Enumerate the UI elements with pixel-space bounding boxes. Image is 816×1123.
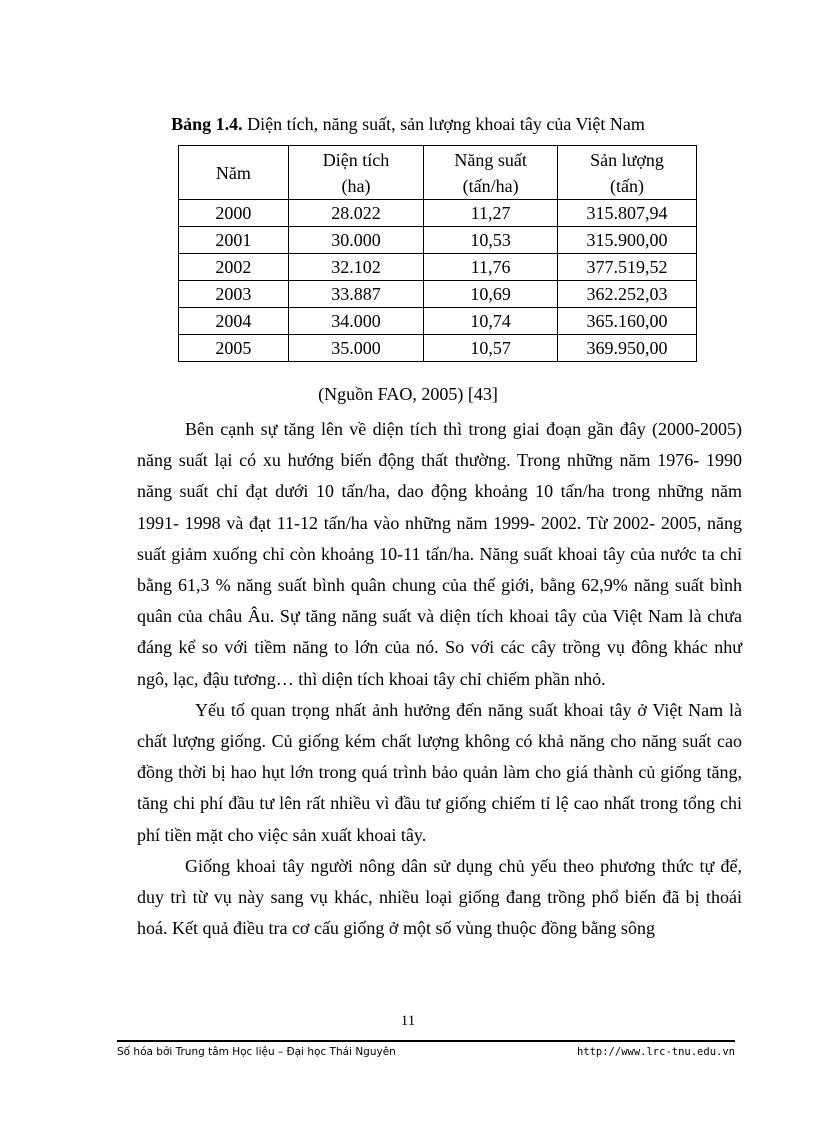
header-yield: Năng suất (tấn/ha) [424, 146, 558, 200]
cell-output: 369.950,00 [557, 335, 696, 362]
cell-area: 30.000 [288, 227, 424, 254]
table-row [179, 200, 697, 227]
cell-area: 32.102 [288, 254, 424, 281]
cell-year: 2000 [179, 200, 289, 227]
cell-year: 2002 [179, 254, 289, 281]
table-row [179, 308, 697, 335]
cell-area: 34.000 [288, 308, 424, 335]
cell-area: 35.000 [288, 335, 424, 362]
header-output: Sản lượng (tấn) [557, 146, 696, 200]
cell-yield: 10,53 [424, 227, 558, 254]
table-source: (Nguồn FAO, 2005) [43] [318, 384, 498, 404]
cell-output: 365.160,00 [557, 308, 696, 335]
table-caption [0, 114, 816, 135]
table-row [179, 281, 697, 308]
cell-output: 315.900,00 [557, 227, 696, 254]
table-row [179, 254, 697, 281]
cell-yield: 10,69 [424, 281, 558, 308]
page-number: 11 [400, 1013, 416, 1029]
cell-year: 2005 [179, 335, 289, 362]
cell-year: 2004 [179, 308, 289, 335]
header-area: Diện tích (ha) [288, 146, 424, 200]
footer-publisher: Số hóa bởi Trung tâm Học liệu – Đại học Thái Nguyên [117, 1046, 396, 1058]
table-caption-title: Diện tích, năng suất, sản lượng khoai tây của Việt Nam [242, 114, 645, 134]
table-row [179, 335, 697, 362]
footer-url: http://www.lrc-tnu.edu.vn [576, 1046, 735, 1058]
cell-yield: 10,74 [424, 308, 558, 335]
cell-area: 28.022 [288, 200, 424, 227]
body-text [137, 414, 742, 944]
cell-yield: 11,27 [424, 200, 558, 227]
cell-yield: 11,76 [424, 254, 558, 281]
potato-stats-table [178, 145, 697, 362]
cell-output: 315.807,94 [557, 200, 696, 227]
cell-year: 2003 [179, 281, 289, 308]
cell-output: 377.519,52 [557, 254, 696, 281]
cell-year: 2001 [179, 227, 289, 254]
header-year: Năm [179, 146, 289, 200]
paragraph: Giống khoai tây người nông dân sử dụng chủ yếu theo phương thức tự để, duy trì từ vụ này sang vụ khác, nhiều loại giống đang trồng phổ biến đã bị thoái hoá. Kết quả điều tra cơ cấu giống ở một số vùng thuộc đồng bằng sông [137, 855, 742, 939]
table-caption-label: Bảng 1.4. [171, 114, 243, 134]
cell-output: 362.252,03 [557, 281, 696, 308]
table-row [179, 227, 697, 254]
cell-area: 33.887 [288, 281, 424, 308]
table-header-row [179, 146, 697, 200]
footer-divider [117, 1040, 735, 1042]
paragraph: Yếu tố quan trọng nhất ảnh hưởng đến năng suất khoai tây ở Việt Nam là chất lượng giống. Củ giống kém chất lượng không có khả năng cho năng suất cao đồng thời bị hao hụt lớn trong quá trình bảo quản làm cho giá thành củ giống tăng, tăng chi phí đầu tư lên rất nhiều vì đầu tư giống chiếm tỉ lệ cao nhất trong tổng chi phí tiền mặt cho việc sản xuất khoai tây. [137, 699, 742, 845]
cell-yield: 10,57 [424, 335, 558, 362]
paragraph: Bên cạnh sự tăng lên về diện tích thì trong giai đoạn gần đây (2000-2005) năng suất lại có xu hướng biến động thất thường. Trong những năm 1976- 1990 năng suất chỉ đạt dưới 10 tấn/ha, dao động khoảng 10 tấn/ha trong những năm 1991- 1998 và đạt 11-12 tấn/ha vào những năm 1999- 2002. Từ 2002- 2005, năng suất giảm xuống chỉ còn khoảng 10-11 tấn/ha. Năng suất khoai tây của nước ta chỉ bằng 61,3 % năng suất bình quân chung của thế giới, bằng 62,9% năng suất bình quân của châu Âu. Sự tăng năng suất và diện tích khoai tây của Việt Nam là chưa đáng kể so với tiềm năng to lớn của nó. So với các cây trồng vụ đông khác như ngô, lạc, đậu tương… thì diện tích khoai tây chỉ chiếm phần nhỏ. [137, 419, 742, 689]
